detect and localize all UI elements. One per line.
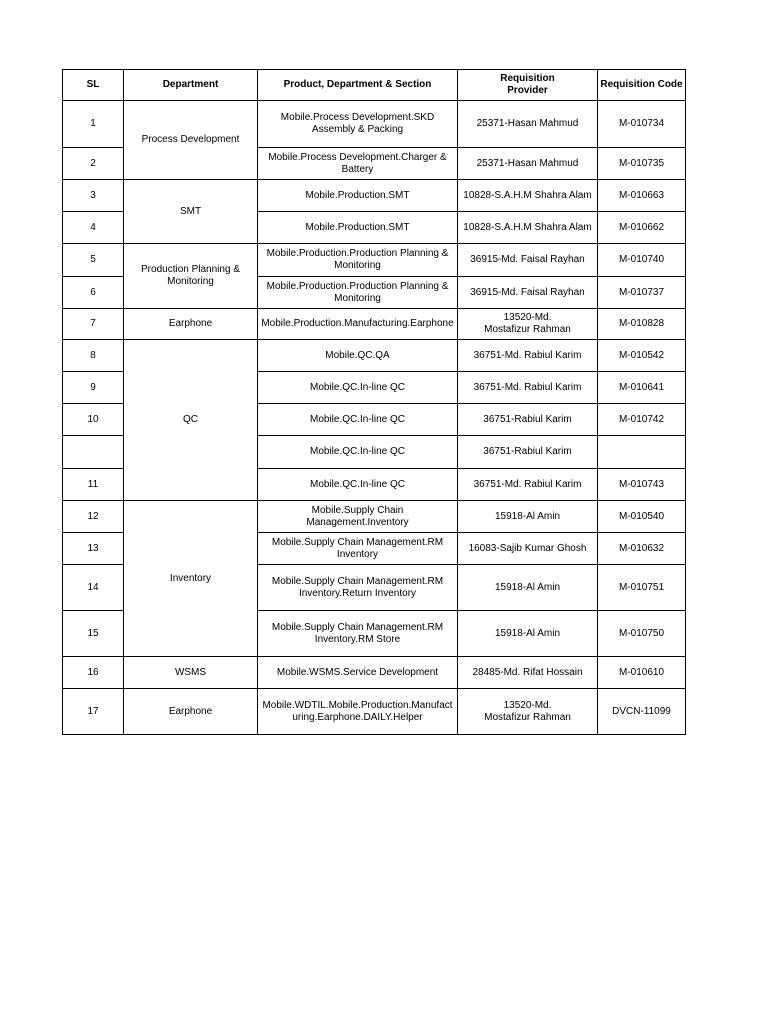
- cell-sl: 14: [63, 565, 124, 611]
- cell-sl: 6: [63, 277, 124, 309]
- table-row: [63, 244, 686, 277]
- cell-provider: 28485-Md. Rifat Hossain: [458, 657, 598, 689]
- cell-product: Mobile.Supply Chain Management.RM Inventory.RM Store: [258, 611, 458, 657]
- cell-product: Mobile.Production.Manufacturing.Earphone: [258, 309, 458, 340]
- cell-product: Mobile.Supply Chain Management.RM Inventory.Return Inventory: [258, 565, 458, 611]
- cell-product: Mobile.Process Development.Charger & Battery: [258, 148, 458, 180]
- cell-provider: 36915-Md. Faisal Rayhan: [458, 277, 598, 309]
- cell-product: Mobile.QC.In-line QC: [258, 436, 458, 469]
- cell-product: Mobile.Supply Chain Management.RM Inventory: [258, 533, 458, 565]
- header-department: Department: [124, 70, 258, 101]
- cell-provider: 10828-S.A.H.M Shahra Alam: [458, 212, 598, 244]
- table-row: [63, 689, 686, 735]
- cell-product: Mobile.QC.In-line QC: [258, 372, 458, 404]
- cell-code: M-010734: [598, 101, 686, 148]
- cell-department: Inventory: [124, 501, 258, 657]
- cell-sl: [63, 436, 124, 469]
- cell-product: Mobile.Supply Chain Management.Inventory: [258, 501, 458, 533]
- cell-product: Mobile.Production.Production Planning & Monitoring: [258, 277, 458, 309]
- header-sl: SL: [63, 70, 124, 101]
- cell-provider: 15918-Al Amin: [458, 565, 598, 611]
- cell-code: M-010735: [598, 148, 686, 180]
- cell-department: Production Planning & Monitoring: [124, 244, 258, 309]
- cell-sl: 9: [63, 372, 124, 404]
- cell-code: M-010742: [598, 404, 686, 436]
- cell-sl: 16: [63, 657, 124, 689]
- table-row: [63, 340, 686, 372]
- cell-department: SMT: [124, 180, 258, 244]
- table-row: [63, 657, 686, 689]
- cell-provider: 10828-S.A.H.M Shahra Alam: [458, 180, 598, 212]
- cell-department: QC: [124, 340, 258, 501]
- cell-department: Earphone: [124, 689, 258, 735]
- cell-product: Mobile.Production.SMT: [258, 180, 458, 212]
- cell-provider: 36751-Md. Rabiul Karim: [458, 469, 598, 501]
- cell-code: [598, 436, 686, 469]
- cell-code: M-010828: [598, 309, 686, 340]
- cell-product: Mobile.QC.QA: [258, 340, 458, 372]
- cell-product: Mobile.WDTIL.Mobile.Production.Manufacturing.Earphone.DAILY.Helper: [258, 689, 458, 735]
- cell-code: M-010740: [598, 244, 686, 277]
- table-row: [63, 501, 686, 533]
- cell-provider: 36751-Rabiul Karim: [458, 436, 598, 469]
- cell-code: M-010641: [598, 372, 686, 404]
- cell-sl: 10: [63, 404, 124, 436]
- cell-code: M-010737: [598, 277, 686, 309]
- table-row: [63, 180, 686, 212]
- cell-product: Mobile.Process Development.SKD Assembly & Packing: [258, 101, 458, 148]
- cell-sl: 1: [63, 101, 124, 148]
- header-code: Requisition Code: [598, 70, 686, 101]
- cell-department: Earphone: [124, 309, 258, 340]
- cell-provider: 13520-Md. Mostafizur Rahman: [458, 689, 598, 735]
- cell-sl: 7: [63, 309, 124, 340]
- table-row: [63, 309, 686, 340]
- cell-provider: 15918-Al Amin: [458, 501, 598, 533]
- cell-provider: 25371-Hasan Mahmud: [458, 101, 598, 148]
- requisition-table: [62, 69, 686, 735]
- cell-sl: 2: [63, 148, 124, 180]
- header-row: [63, 70, 686, 101]
- cell-sl: 15: [63, 611, 124, 657]
- table-row: [63, 101, 686, 148]
- cell-sl: 17: [63, 689, 124, 735]
- cell-provider: 36751-Md. Rabiul Karim: [458, 372, 598, 404]
- cell-provider: 36751-Rabiul Karim: [458, 404, 598, 436]
- cell-sl: 8: [63, 340, 124, 372]
- cell-sl: 4: [63, 212, 124, 244]
- cell-code: M-010540: [598, 501, 686, 533]
- cell-provider: 36915-Md. Faisal Rayhan: [458, 244, 598, 277]
- cell-product: Mobile.QC.In-line QC: [258, 469, 458, 501]
- cell-sl: 12: [63, 501, 124, 533]
- cell-provider: 15918-Al Amin: [458, 611, 598, 657]
- cell-department: WSMS: [124, 657, 258, 689]
- cell-code: M-010632: [598, 533, 686, 565]
- cell-sl: 13: [63, 533, 124, 565]
- cell-provider: 36751-Md. Rabiul Karim: [458, 340, 598, 372]
- cell-provider: 25371-Hasan Mahmud: [458, 148, 598, 180]
- cell-code: M-010751: [598, 565, 686, 611]
- cell-provider: 13520-Md. Mostafizur Rahman: [458, 309, 598, 340]
- cell-code: M-010743: [598, 469, 686, 501]
- cell-code: M-010662: [598, 212, 686, 244]
- cell-code: M-010610: [598, 657, 686, 689]
- cell-product: Mobile.Production.Production Planning & Monitoring: [258, 244, 458, 277]
- header-provider: Requisition Provider: [458, 70, 598, 101]
- cell-code: M-010750: [598, 611, 686, 657]
- cell-product: Mobile.WSMS.Service Development: [258, 657, 458, 689]
- cell-sl: 5: [63, 244, 124, 277]
- cell-code: M-010542: [598, 340, 686, 372]
- header-product: Product, Department & Section: [258, 70, 458, 101]
- cell-code: DVCN-11099: [598, 689, 686, 735]
- cell-provider: 16083-Sajib Kumar Ghosh: [458, 533, 598, 565]
- cell-department: Process Development: [124, 101, 258, 180]
- cell-code: M-010663: [598, 180, 686, 212]
- cell-product: Mobile.QC.In-line QC: [258, 404, 458, 436]
- cell-sl: 3: [63, 180, 124, 212]
- cell-sl: 11: [63, 469, 124, 501]
- cell-product: Mobile.Production.SMT: [258, 212, 458, 244]
